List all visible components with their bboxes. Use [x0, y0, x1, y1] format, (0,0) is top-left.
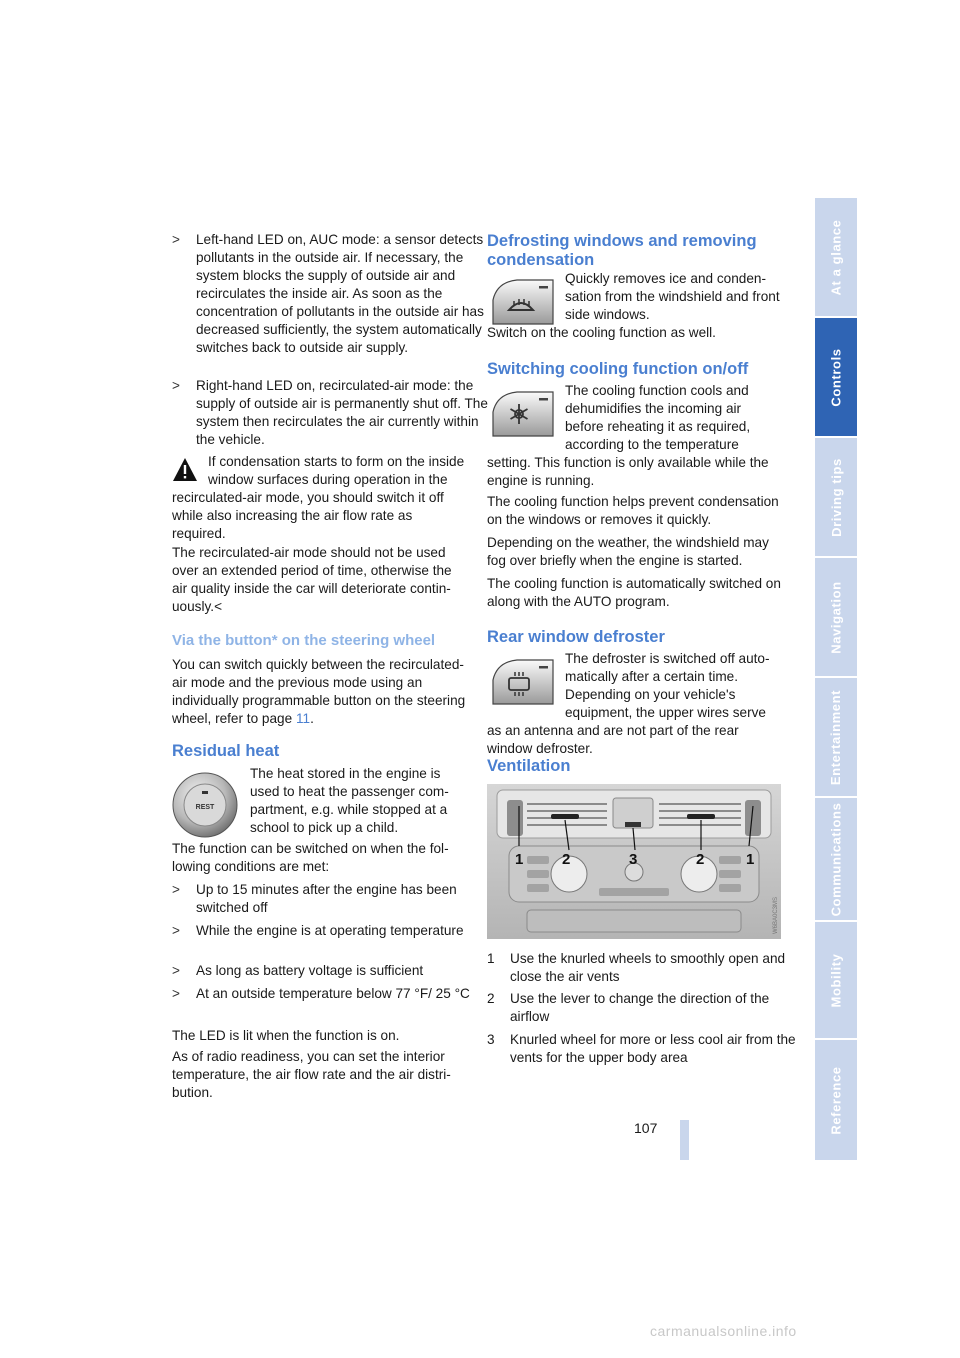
numbered-item — [487, 950, 804, 986]
callout-label: 3 — [629, 851, 638, 868]
tab-label: Communications — [828, 802, 844, 916]
warning-text-continued: The recirculated-air mode should not be used over an extended period of time, otherwise the air quality inside the car will deteriorate continuously. — [172, 545, 452, 614]
item-text: Knurled wheel for more or less cool air from the vents for the upper body area — [510, 1032, 796, 1065]
tab-reference[interactable] — [815, 1040, 857, 1160]
paragraph-text: You can switch quickly between the recirculated-air mode and the previous mode using an individually programmable button on the steering wheel, refer to page — [172, 657, 466, 726]
warning-text-2 — [172, 544, 466, 616]
warning-text: If condensation starts to form on the inside window surfaces during operation in the recirculated-air mode, you should switch it off while also increasing the air flow rate as required. — [172, 454, 465, 541]
windshield-defrost-button-icon — [487, 274, 555, 326]
tab-entertainment[interactable] — [815, 678, 857, 796]
paragraph-radio-readiness: As of radio readiness, you can set the interior temperature, the air flow rate and the air distribution. — [172, 1049, 451, 1100]
warning-triangle-icon — [172, 457, 198, 483]
section-heading-ventilation: Ventilation — [487, 757, 571, 775]
bullet-marker: > — [172, 986, 180, 1001]
rest-button-icon — [172, 771, 238, 839]
paragraph-defrost-2: Switch on the cooling function as well. — [487, 325, 716, 340]
ventilation-photo — [487, 784, 781, 939]
tab-label: Mobility — [828, 953, 844, 1007]
list-item-text: Up to 15 minutes after the engine has been switched off — [196, 882, 457, 915]
photo-code: W6BA0C3MS — [773, 896, 779, 934]
rear-defroster-text — [487, 650, 781, 758]
page-reference-link[interactable]: 11 — [295, 711, 311, 726]
tab-label: Reference — [828, 1065, 844, 1135]
cooling-intro — [487, 382, 781, 490]
tab-mobility[interactable] — [815, 922, 857, 1038]
item-number: 3 — [487, 1032, 495, 1047]
tab-navigation[interactable] — [815, 558, 857, 676]
bullet-marker: > — [172, 232, 180, 247]
numbered-item — [487, 990, 804, 1026]
rest-label: REST — [195, 804, 215, 811]
paragraph-cooling-4: The cooling function is automatically switched on along with the AUTO program. — [487, 576, 781, 609]
list-item-text: While the engine is at operating temperature — [196, 923, 464, 938]
paragraph-led: The LED is lit when the function is on. — [172, 1028, 400, 1043]
numbered-item — [487, 1031, 804, 1067]
section-heading-defrosting: Defrosting windows and removing condensation — [487, 232, 757, 269]
watermark: carmanualsonline.info — [650, 1323, 797, 1339]
bullet-marker: > — [172, 882, 180, 897]
list-item-condition — [172, 881, 490, 917]
tab-label: Controls — [828, 347, 844, 407]
list-item-condition — [172, 922, 490, 940]
paragraph-text: The defroster is switched off automatically after a certain time. Depending on your vehicle's equipment, the upper wires serve as an antenna and are not part of the rear window defroster. — [487, 651, 770, 756]
tab-driving-tips[interactable] — [815, 438, 857, 556]
section-tabs — [815, 198, 857, 1160]
cooling-button-icon — [487, 386, 555, 438]
page-number: 107 — [634, 1120, 658, 1136]
item-number: 1 — [487, 951, 495, 966]
item-number: 2 — [487, 991, 495, 1006]
rear-window-defrost-button-icon — [487, 654, 555, 706]
list-item-condition — [172, 985, 490, 1003]
tab-label: Navigation — [828, 580, 844, 654]
paragraph-conditions: The function can be switched on when the following conditions are met: — [172, 841, 449, 874]
tab-at-a-glance[interactable] — [815, 198, 857, 316]
section-heading-residual-heat: Residual heat — [172, 742, 280, 760]
tab-label: Driving tips — [828, 457, 844, 537]
item-text: Use the knurled wheels to smoothly open and close the air vents — [510, 951, 786, 984]
warning-note — [172, 453, 466, 543]
list-item-recirculated-mode — [172, 377, 490, 449]
item-text: Use the lever to change the direction of the airflow — [510, 991, 770, 1024]
section-heading-steering-button: Via the button* on the steering wheel — [172, 632, 436, 649]
list-item-text: Right-hand LED on, recirculated-air mode: the supply of outside air is permanently shut off. The system then recirculates the air currently within the vehicle. — [196, 378, 488, 447]
defrost-intro — [487, 270, 781, 326]
list-item-auc-mode — [172, 231, 490, 357]
callout-label: 2 — [696, 851, 705, 868]
list-item-text: At an outside temperature below 77 °F/ 25 °C — [196, 986, 470, 1001]
tab-communications[interactable] — [815, 798, 857, 920]
callout-label: 1 — [746, 851, 755, 868]
section-heading-rear-defroster: Rear window defroster — [487, 628, 665, 646]
tab-controls[interactable] — [815, 318, 857, 436]
paragraph-cooling-3: Depending on the weather, the windshield may fog over briefly when the engine is started. — [487, 535, 769, 568]
section-heading-cooling: Switching cooling function on/off — [487, 360, 749, 378]
paragraph-cooling-2: The cooling function helps prevent condensation on the windows or removes it quickly. — [487, 494, 779, 527]
end-mark: < — [214, 599, 223, 614]
bullet-marker: > — [172, 963, 180, 978]
page-marker-bar — [680, 1120, 689, 1160]
tab-label: Entertainment — [828, 689, 844, 785]
callout-label: 2 — [562, 851, 571, 868]
residual-heat-intro — [172, 765, 466, 839]
paragraph-text: The cooling function cools and dehumidifies the incoming air before reheating it as required, according to the temperature setting. This function is only available while the engine is running. — [487, 383, 769, 488]
list-item-condition — [172, 962, 490, 980]
list-item-text: As long as battery voltage is sufficient — [196, 963, 424, 978]
bullet-marker: > — [172, 378, 180, 393]
paragraph-text: Quickly removes ice and condensation from the windshield and front side windows. — [565, 271, 780, 322]
tab-label: At a glance — [828, 219, 844, 295]
list-item-text: Left-hand LED on, AUC mode: a sensor detects pollutants in the outside air. If necessary, the system blocks the supply of outside air and recirculates the inside air. As soon as the concentration of pollutants in the outside air has decreased sufficiently, the system automatically switches back to outside air supply. — [196, 232, 484, 355]
paragraph-text: The heat stored in the engine is used to heat the passenger compartment, e.g. while stopped at a school to pick up a child. — [250, 766, 449, 835]
callout-label: 1 — [515, 851, 524, 868]
bullet-marker: > — [172, 923, 180, 938]
paragraph-steering-button: You can switch quickly between the recirculated-air mode and the previous mode using an individually programmable button on the steering wheel, refer to page 11. — [172, 657, 466, 726]
